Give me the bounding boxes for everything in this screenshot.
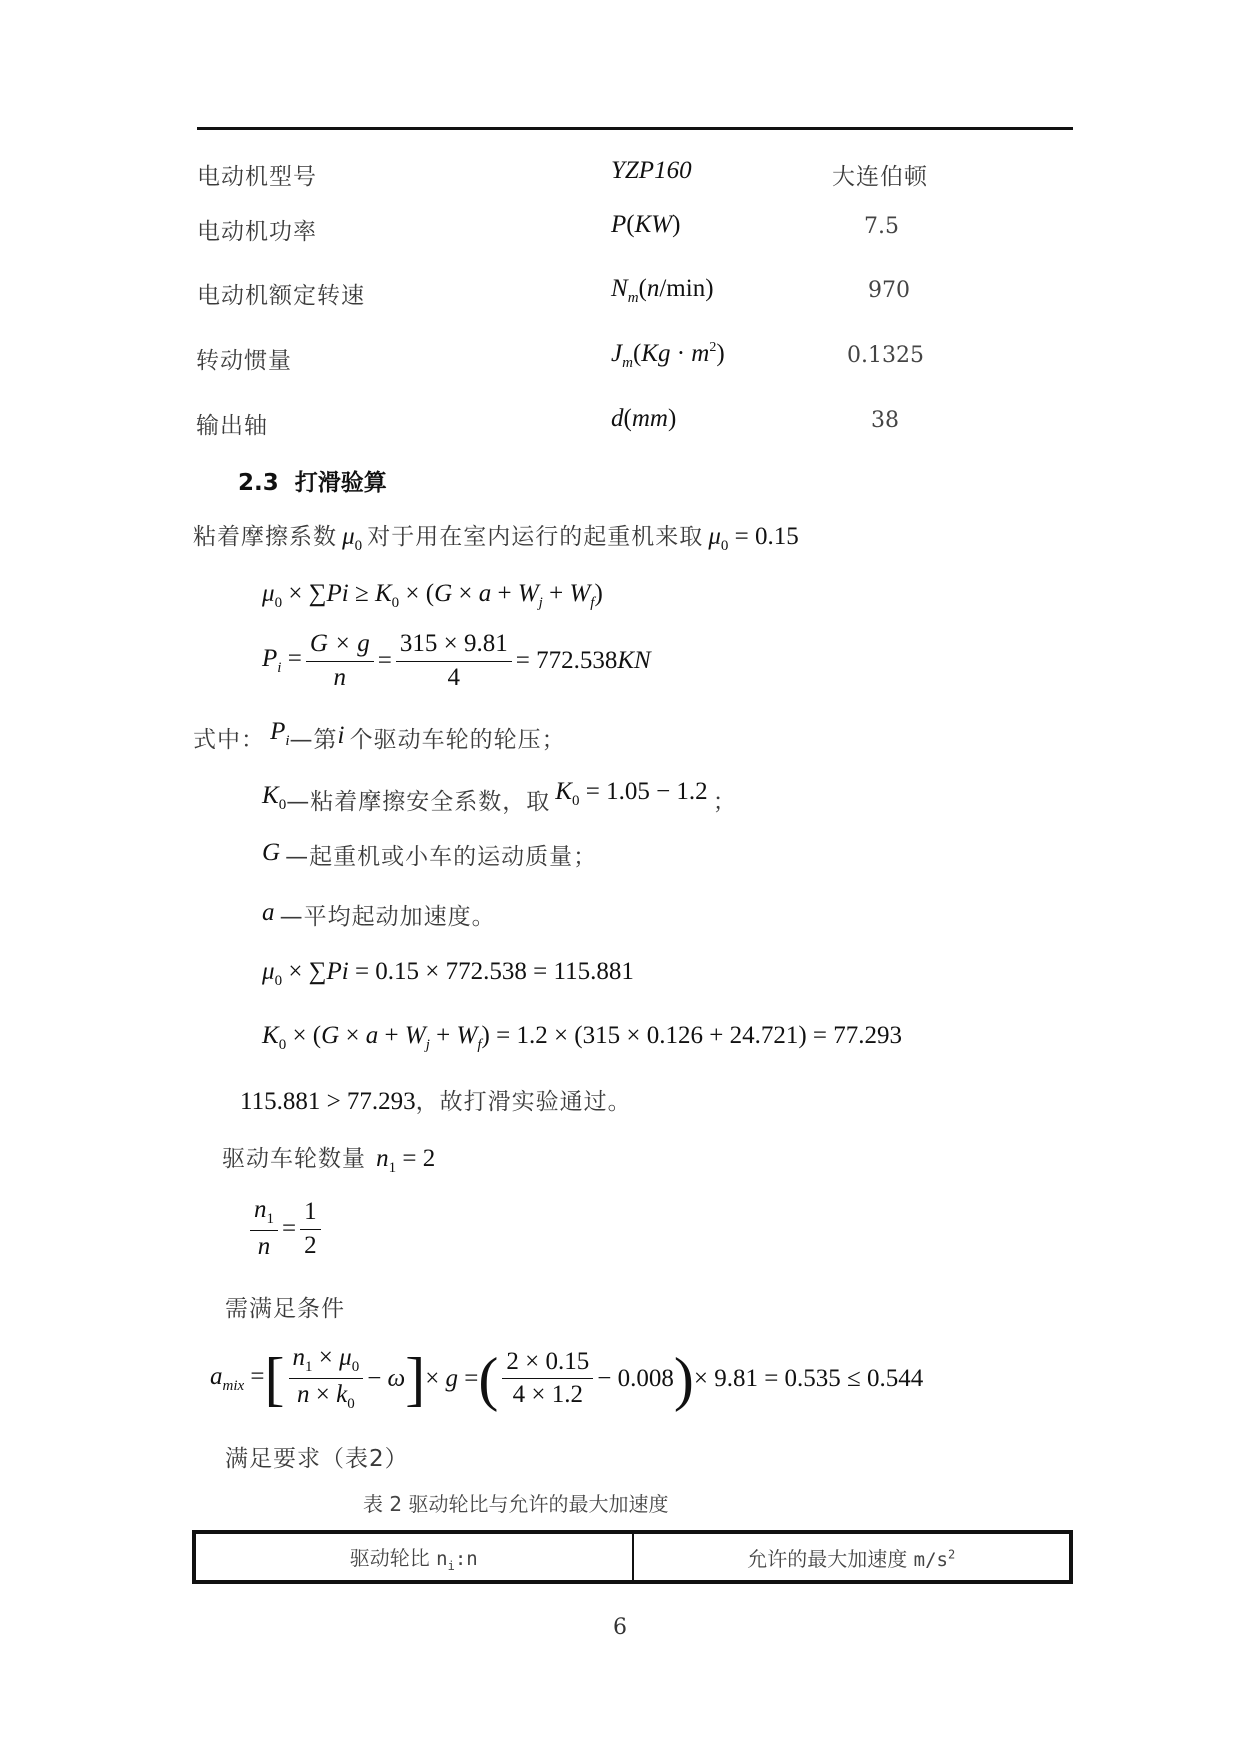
spec-label: 电动机功率 — [197, 219, 317, 245]
requirement-label: 需满足条件 — [225, 1296, 345, 1322]
section-number: 2.3 — [238, 470, 279, 496]
spec-value: 大连伯顿 — [832, 164, 928, 190]
drive-wheel-count: 驱动车轮数量 $n_1 = 2$ — [222, 1145, 436, 1176]
page-number: 6 — [613, 1615, 627, 1640]
table-caption: 表 2 驱动轮比与允许的最大加速度 — [363, 1492, 669, 1516]
spec-symbol: $J_m(Kg \cdot m^2)$ — [611, 340, 725, 371]
table-header-row — [194, 1532, 1071, 1582]
spec-value: 970 — [868, 278, 910, 303]
table-header-cell: 驱动轮比 $n_i:n$ — [194, 1532, 633, 1582]
spec-symbol: P(KW) — [611, 211, 681, 238]
wheel-ratio: $\frac{n_1}{n}$ = $\frac{1}{2}$ — [246, 1196, 325, 1262]
spec-symbol: $N_m(n/\min)$ — [611, 275, 714, 306]
spec-value: 38 — [871, 408, 899, 433]
spec-label: 电动机型号 — [197, 164, 317, 190]
equation-amix: $a_{mix}$ = [ $\frac{n_1 \times \mu_0}{n \times k_0}$ − ω ] × g = ( $\frac{2 \times 0.15}{4 \times 1.2}$ − 0.008 ) × 9.81 = 0.535 ≤ 0.544 — [210, 1344, 924, 1413]
header-rule — [197, 127, 1073, 130]
comparison-line: 115.881 > 77.293，故打滑实验通过。 — [240, 1088, 632, 1115]
where-item: 式中： $P_i—$第i 个驱动车轮的轮压； — [193, 718, 566, 753]
equation-rhs-calc: $K_0 \times (G \times a + W_j + W_f) = 1.2 \times (315 \times 0.126 + 24.721) = 77.293$ — [262, 1022, 902, 1053]
table-header-cell: 允许的最大加速度 $m/s^2$ — [633, 1532, 1072, 1582]
equation-lhs-calc: $\mu_0 \times \sum Pi = 0.15 \times 772.538 = 115.881$ — [262, 958, 634, 989]
equation-condition: $\mu_0 \times \sum Pi \ge K_0 \times (G \times a + W_j + W_f)$ — [262, 580, 603, 611]
table-2 — [192, 1530, 1073, 1584]
where-item: $K_0—$粘着摩擦安全系数，取 $K_0 = 1.05 - 1.2$ ； — [262, 778, 737, 815]
intro-paragraph: 粘着摩擦系数 $\mu_0$ 对于用在室内运行的起重机来取 $\mu_0 = 0.15$ — [193, 523, 799, 554]
spec-label: 电动机额定转速 — [197, 283, 365, 309]
where-item: G —起重机或小车的运动质量； — [262, 839, 598, 870]
section-heading — [238, 464, 387, 497]
where-item: a —平均起动加速度。 — [262, 899, 496, 930]
spec-value: 0.1325 — [847, 343, 924, 368]
spec-symbol: d(mm) — [611, 405, 677, 432]
spec-label: 转动惯量 — [196, 348, 292, 374]
requirement-satisfied: 满足要求（表2） — [225, 1446, 409, 1472]
spec-value: 7.5 — [864, 214, 899, 239]
spec-symbol: YZP160 — [611, 157, 692, 184]
spec-label: 输出轴 — [196, 413, 268, 439]
equation-pi: $P_i$ = $\frac{G \times g}{n}$ = $\frac{315 \times 9.81}{4}$ = 772.538KN — [262, 630, 651, 691]
section-title: 打滑验算 — [294, 470, 387, 496]
